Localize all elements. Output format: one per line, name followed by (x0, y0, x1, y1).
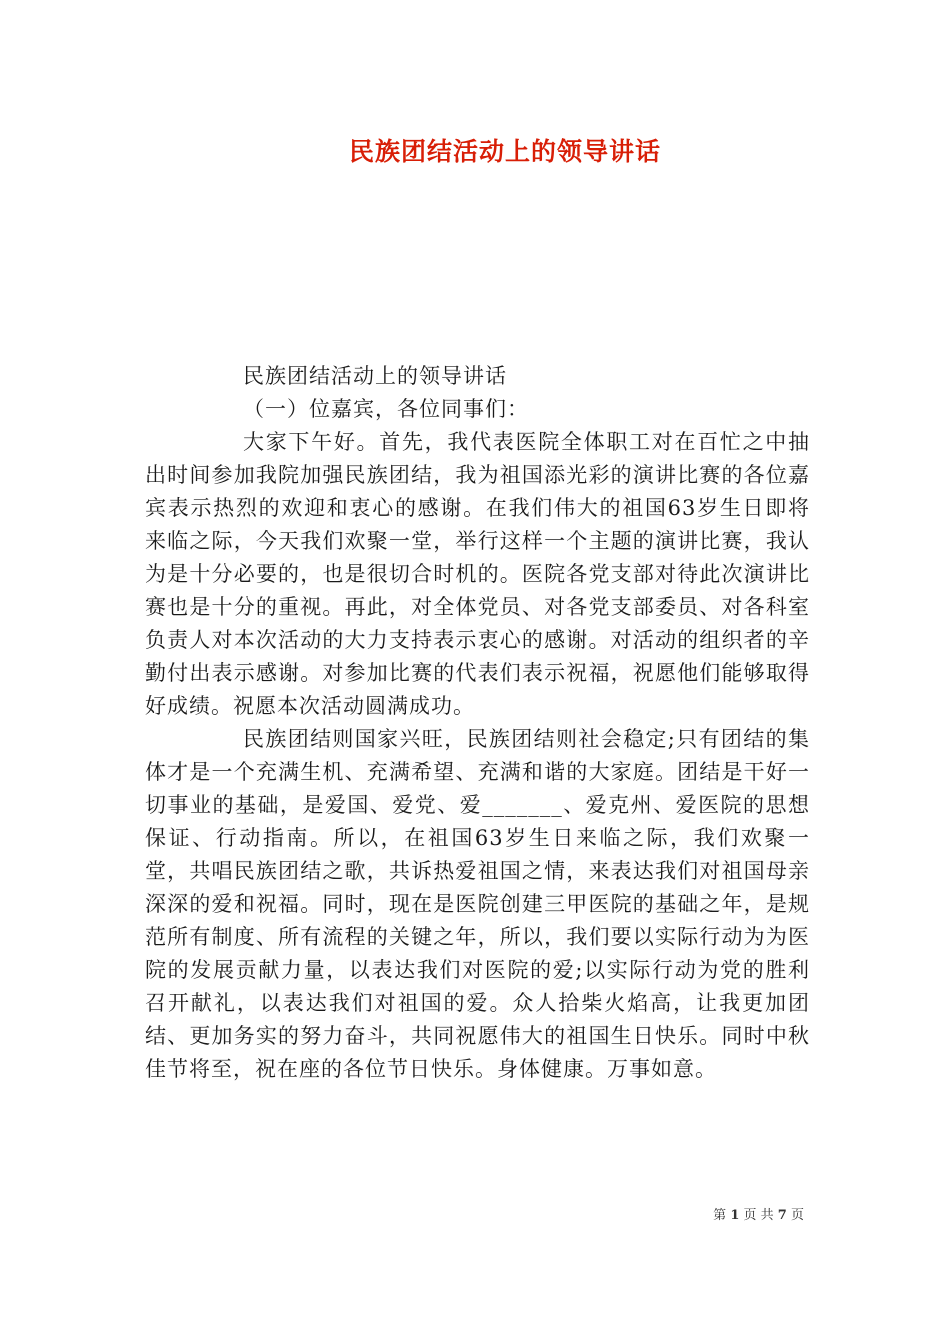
footer-prefix: 第 (713, 1208, 727, 1223)
paragraph-1: 大家下午好。首先，我代表医院全体职工对在百忙之中抽出时间参加我院加强民族团结，我为祖国添光彩的演讲比赛的各位嘉宾表示热烈的欢迎和衷心的感谢。在我们伟大的祖国63岁生日即将来临之际，今天我们欢聚一堂，举行这样一个主题的演讲比赛，我认为是十分必要的，也是很切合时机的。医院各党支部对待此次演讲比赛也是十分的重视。再此，对全体党员、对各党支部委员、对各科室负责人对本次活动的大力支持表示衷心的感谢。对活动的组织者的辛勤付出表示感谢。对参加比赛的代表们表示祝福，祝愿他们能够取得好成绩。祝愿本次活动圆满成功。 (145, 430, 810, 718)
salutation: （一）位嘉宾，各位同事们： (243, 397, 529, 421)
paragraph-2: 民族团结则国家兴旺，民族团结则社会稳定;只有团结的集体才是一个充满生机、充满希望、充满和谐的大家庭。团结是干好一切事业的基础，是爱国、爱党、爱_______、爱克州、爱医院的思想保证、行动指南。所以，在祖国63岁生日来临之际，我们欢聚一堂，共唱民族团结之歌，共诉热爱祖国之情，来表达我们对祖国母亲深深的爱和祝福。同时，现在是医院创建三甲医院的基础之年，是规范所有制度、所有流程的关键之年，所以，我们要以实际行动为为医院的发展贡献力量，以表达我们对医院的爱;以实际行动为党的胜利召开献礼，以表达我们对祖国的爱。众人拾柴火焰高，让我更加团结、更加务实的努力奋斗，共同祝愿伟大的祖国生日快乐。同时中秋佳节将至，祝在座的各位节日快乐。身体健康。万事如意。 (145, 727, 810, 1081)
page-footer (713, 1204, 804, 1223)
current-page-number: 1 (730, 1208, 740, 1223)
document-body (145, 360, 810, 1086)
total-pages-number: 7 (777, 1208, 787, 1223)
footer-suffix: 页 (790, 1208, 804, 1223)
document-title: 民族团结活动上的领导讲话 (348, 137, 661, 166)
document-subtitle: 民族团结活动上的领导讲话 (243, 364, 507, 388)
footer-middle: 页 共 (743, 1208, 774, 1223)
